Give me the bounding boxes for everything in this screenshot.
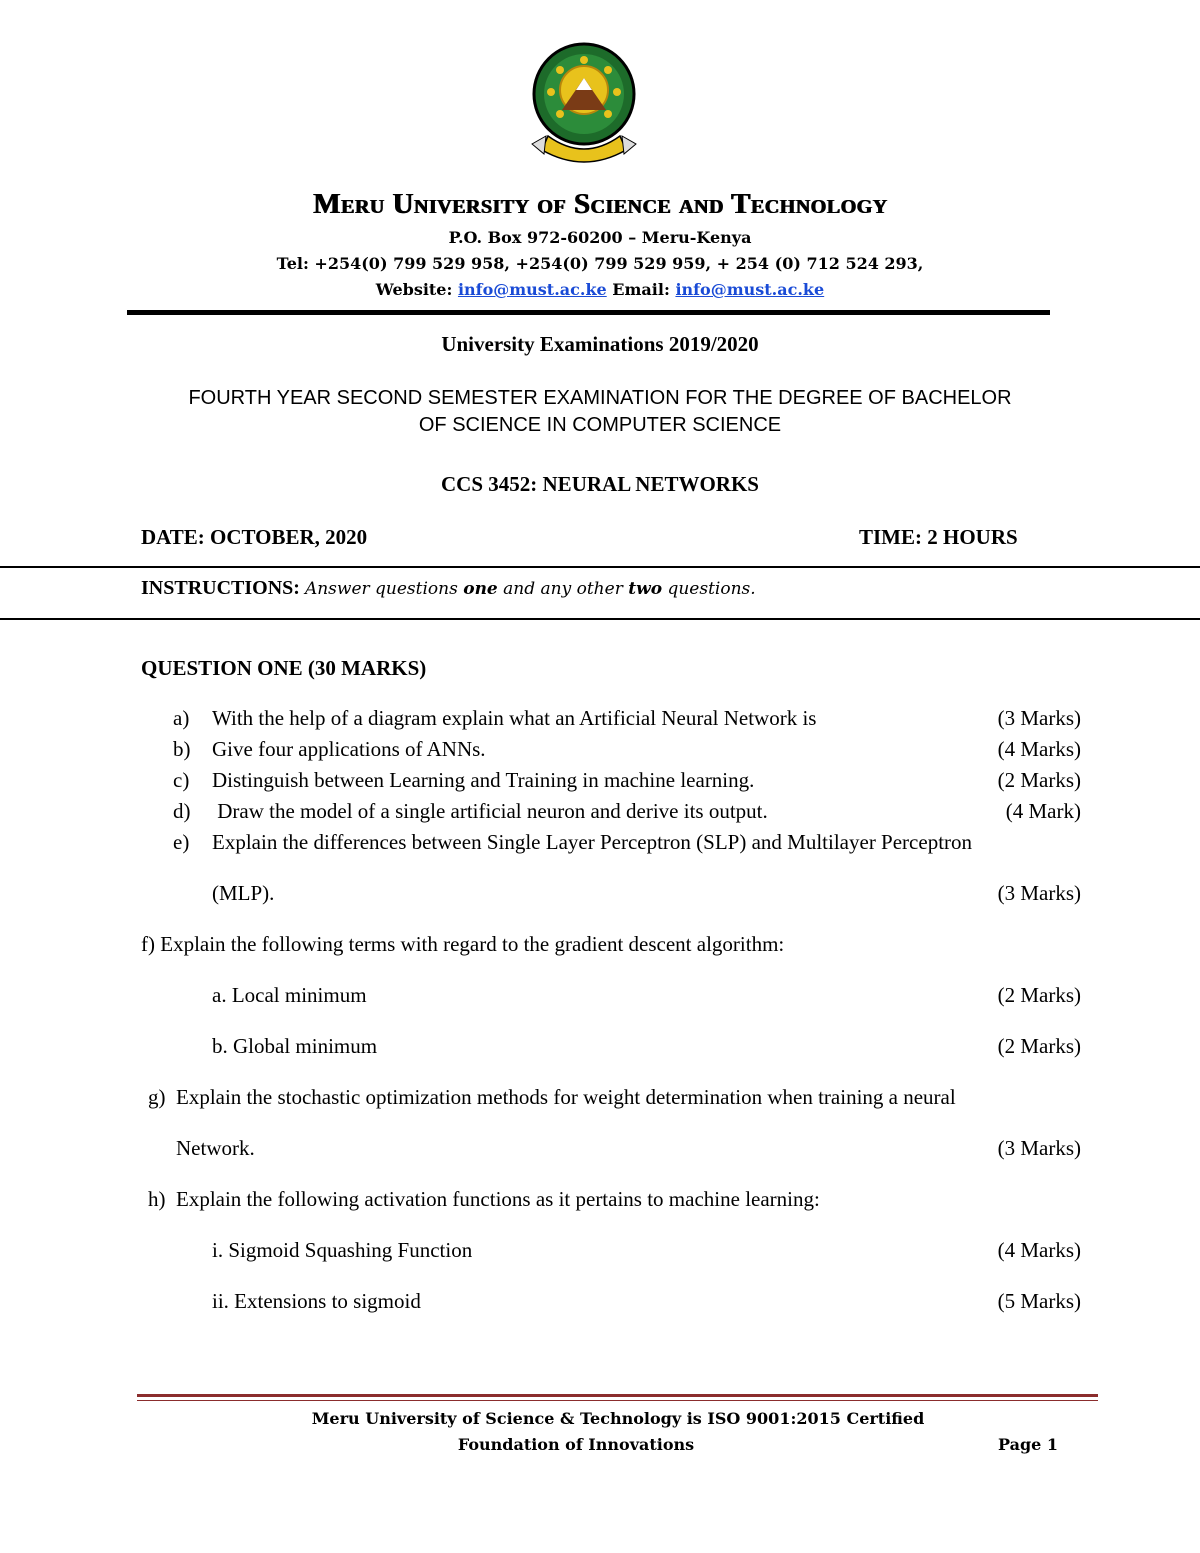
degree-title bbox=[0, 385, 1200, 439]
question-g-text: g) Explain the stochastic optimization methods for weight determination when training a neural bbox=[148, 1085, 956, 1109]
instructions-text: Answer questions one and any other two questions. bbox=[304, 579, 756, 599]
question-marks: (2 Marks) bbox=[997, 768, 1081, 792]
question-marks: (3 Marks) bbox=[997, 1136, 1081, 1160]
question-text: Give four applications of ANNs. bbox=[212, 737, 486, 761]
email-link[interactable]: info@must.ac.ke bbox=[675, 280, 825, 299]
page-number: Page 1 bbox=[998, 1435, 1059, 1454]
question-label: e) bbox=[173, 830, 190, 854]
question-g-continued: Network. bbox=[176, 1136, 255, 1160]
footer-motto: Foundation of Innovations bbox=[457, 1435, 695, 1454]
instructions-top-rule bbox=[0, 566, 1200, 568]
header-divider bbox=[127, 310, 1050, 315]
exam-year: University Examinations 2019/2020 bbox=[441, 332, 759, 356]
question-marks: (5 Marks) bbox=[997, 1289, 1081, 1313]
question-text-continued: (MLP). bbox=[212, 881, 275, 905]
question-marks: (4 Mark) bbox=[1005, 799, 1081, 823]
question-text: Explain the differences between Single Layer Perceptron (SLP) and Multilayer Perceptron bbox=[212, 830, 973, 854]
question-f-a: a. Local minimum bbox=[212, 983, 367, 1007]
university-name: Meru University of Science and Technology bbox=[312, 188, 888, 220]
course-title: CCS 3452: NEURAL NETWORKS bbox=[441, 472, 759, 496]
question-label: b) bbox=[173, 737, 191, 761]
question-marks: (3 Marks) bbox=[997, 881, 1081, 905]
degree-line-2: OF SCIENCE IN COMPUTER SCIENCE bbox=[418, 414, 782, 436]
question-label: a) bbox=[173, 706, 190, 730]
instructions-bottom-rule bbox=[0, 618, 1200, 620]
question-marks: (2 Marks) bbox=[997, 1034, 1081, 1058]
question-text: Draw the model of a single artificial neuron and derive its output. bbox=[212, 799, 768, 823]
exam-date: DATE: OCTOBER, 2020 bbox=[141, 525, 368, 549]
email-label: Email: bbox=[612, 280, 670, 299]
website-label: Website: bbox=[375, 280, 453, 299]
postal-address: P.O. Box 972-60200 – Meru-Kenya bbox=[448, 228, 752, 247]
instructions-label: INSTRUCTIONS: bbox=[141, 577, 300, 599]
question-label: c) bbox=[173, 768, 190, 792]
degree-line-1: FOURTH YEAR SECOND SEMESTER EXAMINATION FOR THE DEGREE OF BACHELOR bbox=[188, 387, 1012, 409]
website-link[interactable]: info@must.ac.ke bbox=[457, 280, 607, 299]
question-marks: (3 Marks) bbox=[997, 706, 1081, 730]
question-marks: (4 Marks) bbox=[997, 737, 1081, 761]
footer-divider-thin bbox=[137, 1400, 1098, 1401]
telephone-line: Tel: +254(0) 799 529 958, +254(0) 799 529 959, + 254 (0) 712 524 293, bbox=[276, 254, 924, 273]
footer-certification: Meru University of Science & Technology is ISO 9001:2015 Certified bbox=[311, 1409, 925, 1428]
university-logo bbox=[518, 32, 650, 172]
question-marks: (2 Marks) bbox=[997, 983, 1081, 1007]
question-text: With the help of a diagram explain what an Artificial Neural Network is bbox=[212, 706, 817, 730]
instructions bbox=[141, 577, 756, 600]
contact-line bbox=[0, 280, 1200, 299]
question-label: d) bbox=[173, 799, 191, 823]
question-text: Distinguish between Learning and Training in machine learning. bbox=[212, 768, 755, 792]
question-marks: (4 Marks) bbox=[997, 1238, 1081, 1262]
question-f-b: b. Global minimum bbox=[212, 1034, 378, 1058]
question-h-i: i. Sigmoid Squashing Function bbox=[212, 1238, 473, 1262]
question-one-heading: QUESTION ONE (30 MARKS) bbox=[141, 656, 427, 680]
question-h-ii: ii. Extensions to sigmoid bbox=[212, 1289, 421, 1313]
question-f-text: f) Explain the following terms with regard to the gradient descent algorithm: bbox=[141, 932, 785, 956]
exam-duration: TIME: 2 HOURS bbox=[859, 525, 1018, 549]
question-h-text: h) Explain the following activation functions as it pertains to machine learning: bbox=[148, 1187, 820, 1211]
footer-divider bbox=[137, 1394, 1098, 1397]
